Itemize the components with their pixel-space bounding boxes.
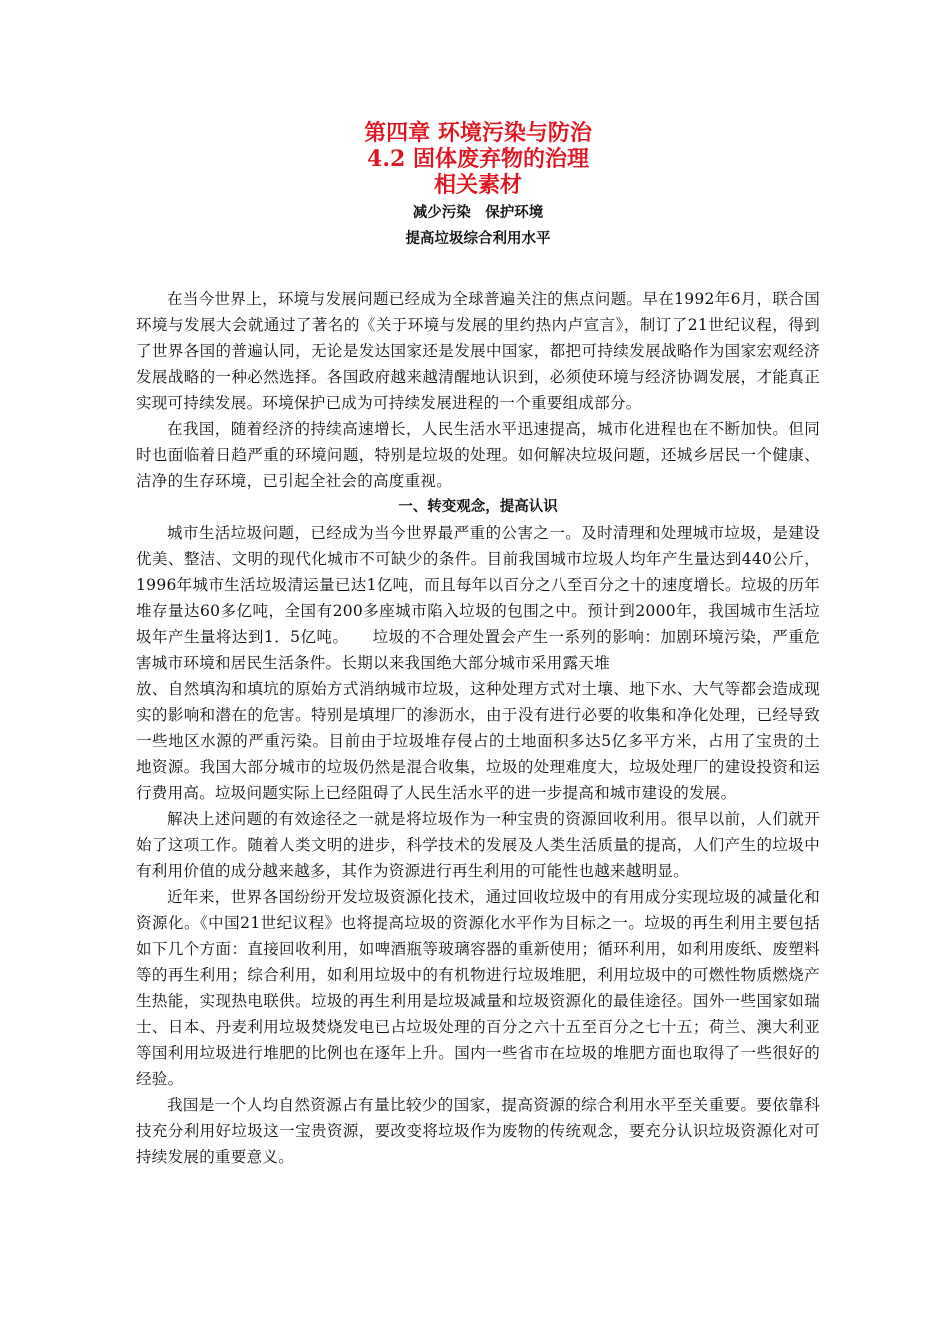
document-page — [136, 120, 820, 1170]
paragraph-5: 近年来，世界各国纷纷开发垃圾资源化技术，通过回收垃圾中的有用成分实现垃圾的减量化和资源化。《中国21世纪议程》也将提高垃圾的资源化水平作为目标之一。垃圾的再生利用主要包括如下几个方面：直接回收利用，如啤酒瓶等玻璃容器的重新使用；循环利用，如利用废纸、废塑料等的再生利用；综合利用，如利用垃圾中的有机物进行垃圾堆肥，利用垃圾中的可燃性物质燃烧产生热能，实现热电联供。垃圾的再生利用是垃圾减量和垃圾资源化的最佳途径。国外一些国家如瑞士、日本、丹麦利用垃圾焚烧发电已占垃圾处理的百分之六十五至百分之七十五；荷兰、澳大利亚等国利用垃圾进行堆肥的比例也在逐年上升。国内一些省市在垃圾的堆肥方面也取得了一些很好的经验。 — [136, 888, 820, 1088]
spacer — [136, 252, 820, 286]
material-title: 相关素材 — [433, 172, 522, 198]
section-title: 4.2 固体废弃物的治理 — [367, 146, 589, 172]
paragraph-3-continued: 放、自然填沟和填坑的原始方式消纳城市垃圾，这种处理方式对土壤、地下水、大气等都会造成现实的影响和潜在的危害。特别是填埋厂的渗沥水，由于没有进行必要的收集和净化处理，已经导致一些地区水源的严重污染。目前由于垃圾堆存侵占的土地面积多达5亿多平方米，占用了宝贵的土地资源。我国大部分城市的垃圾仍然是混合收集，垃圾的处理难度大，垃圾处理厂的建设投资和运行费用高。垃圾问题实际上已经阻碍了人民生活水平的进一步提高和城市建设的发展。 — [136, 680, 820, 802]
chapter-title: 第四章 环境污染与防治 — [364, 120, 592, 146]
paragraph-1: 在当今世界上，环境与发展问题已经成为全球普遍关注的焦点问题。早在1992年6月，联合国环境与发展大会就通过了著名的《关于环境与发展的里约热内卢宣言》，制订了21世纪议程，得到了世界各国的普遍认同，无论是发达国家还是发展中国家，都把可持续发展战略作为国家宏观经济发展战略的一种必然选择。各国政府越来越清醒地认识到，必须使环境与经济协调发展，才能真正实现可持续发展。环境保护已成为可持续发展进程的一个重要组成部分。 — [136, 290, 820, 412]
paragraph-4: 解决上述问题的有效途径之一就是将垃圾作为一种宝贵的资源回收利用。很早以前，人们就开始了这项工作。随着人类文明的进步，科学技术的发展及人类生活质量的提高，人们产生的垃圾中有利用价值的成分越来越多，其作为资源进行再生利用的可能性也越来越明显。 — [136, 810, 820, 880]
subtitle-improve-utilization: 提高垃圾综合利用水平 — [405, 230, 551, 247]
section-heading-1: 一、转变观念，提高认识 — [398, 498, 558, 515]
paragraph-2: 在我国，随着经济的持续高速增长，人民生活水平迅速提高，城市化进程也在不断加快。但同时也面临着日趋严重的环境问题，特别是垃圾的处理。如何解决垃圾问题，还城乡居民一个健康、洁净的生存环境，已引起全社会的高度重视。 — [136, 420, 820, 490]
paragraph-3: 城市生活垃圾问题，已经成为当今世界最严重的公害之一。及时清理和处理城市垃圾，是建设优美、整洁、文明的现代化城市不可缺少的条件。目前我国城市垃圾人均年产生量达到440公斤，1996年城市生活垃圾清运量已达1亿吨，而且每年以百分之八至百分之十的速度增长。垃圾的历年堆存量达60多亿吨，全国有200多座城市陷入垃圾的包围之中。预计到2000年，我国城市生活垃圾年产生量将达到1．5亿吨。 垃圾的不合理处置会产生一系列的影响：加剧环境污染，严重危害城市环境和居民生活条件。长期以来我国绝大部分城市采用露天堆 — [136, 524, 820, 672]
subtitle-reduce-pollution: 减少污染 保护环境 — [412, 204, 544, 221]
paragraph-6: 我国是一个人均自然资源占有量比较少的国家，提高资源的综合利用水平至关重要。要依靠科技充分利用好垃圾这一宝贵资源，要改变将垃圾作为废物的传统观念，要充分认识垃圾资源化对可持续发展的重要意义。 — [136, 1096, 820, 1166]
